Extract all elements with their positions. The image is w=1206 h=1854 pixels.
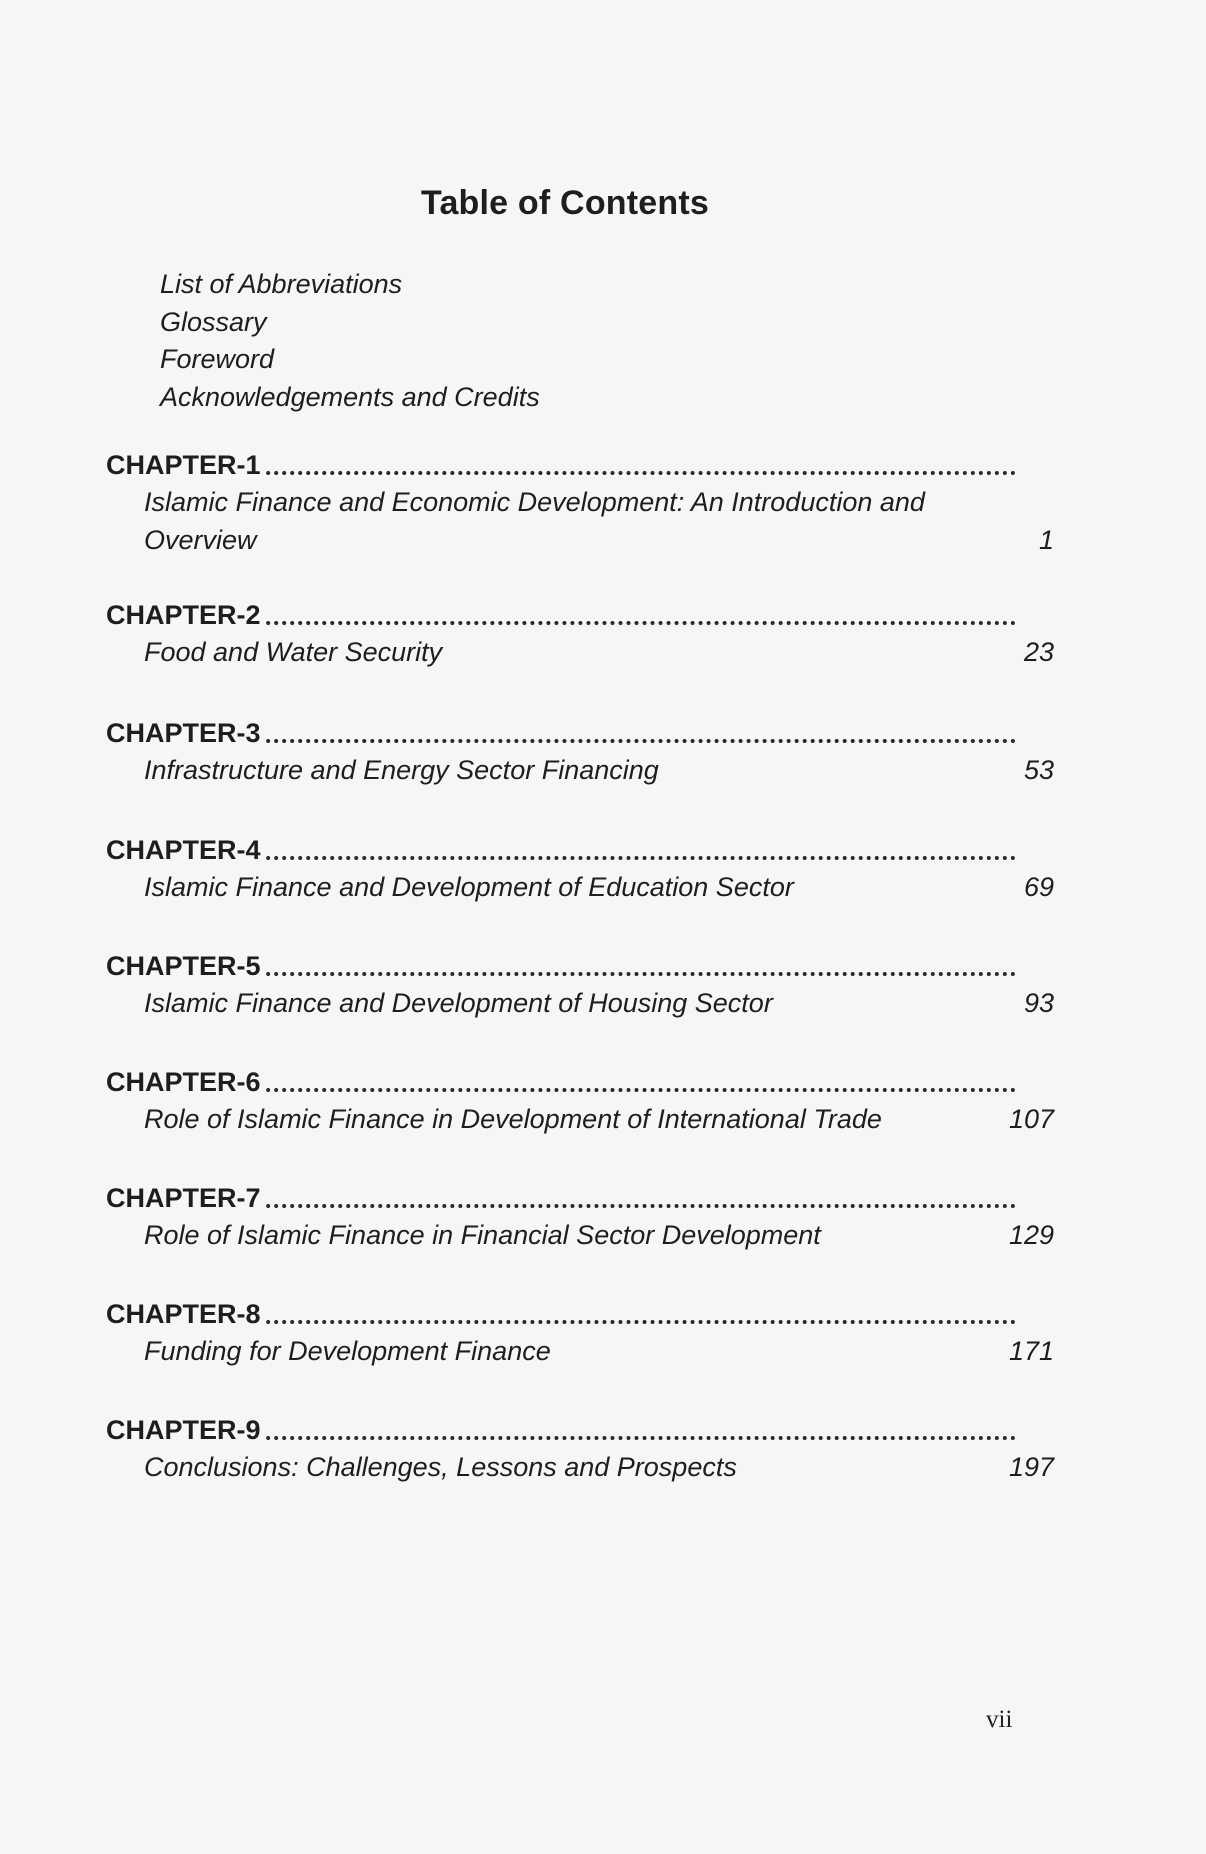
chapter-label: CHAPTER-7 [106, 1183, 261, 1213]
chapter-entry-6 [106, 1063, 1054, 1139]
chapter-page-number: 69 [1023, 872, 1054, 902]
chapter-title: Role of Islamic Finance in Development of International Trade [144, 1104, 882, 1134]
chapter-title: Funding for Development Finance [144, 1336, 551, 1366]
chapter-title: Food and Water Security [144, 637, 443, 667]
chapter-page-number: 197 [1008, 1452, 1054, 1482]
chapter-label: CHAPTER-1 [106, 450, 261, 480]
chapter-label: CHAPTER-5 [106, 951, 261, 981]
chapter-page-number: 23 [1023, 637, 1054, 667]
chapter-page-number: 107 [1008, 1104, 1054, 1134]
roman-page-number: vii [986, 1706, 1013, 1733]
front-matter-item: Foreword [160, 344, 275, 374]
chapter-label: CHAPTER-3 [106, 718, 261, 748]
chapter-page-number: 53 [1023, 755, 1054, 785]
chapter-entry-5 [106, 947, 1054, 1023]
chapter-label: CHAPTER-6 [106, 1067, 261, 1097]
chapter-entry-1 [106, 446, 1054, 559]
chapter-title: Infrastructure and Energy Sector Financing [144, 755, 659, 785]
chapter-label: CHAPTER-8 [106, 1299, 261, 1329]
front-matter-item: List of Abbreviations [160, 269, 403, 299]
chapter-page-number: 129 [1008, 1220, 1054, 1250]
chapter-entry-9 [106, 1411, 1054, 1487]
front-matter-item: Acknowledgements and Credits [160, 381, 540, 412]
chapter-label: CHAPTER-2 [106, 600, 261, 630]
front-matter-item: Glossary [160, 306, 267, 337]
chapter-title: Role of Islamic Finance in Financial Sector Development [144, 1220, 821, 1250]
page-title: Table of Contents [421, 184, 709, 222]
chapter-entry-7 [106, 1179, 1054, 1255]
chapter-label: CHAPTER-9 [106, 1415, 261, 1445]
chapter-title: Islamic Finance and Economic Development: An Introduction and Overview [144, 487, 925, 555]
chapter-page-number: 1 [1038, 524, 1054, 555]
chapter-page-number: 93 [1023, 988, 1054, 1018]
chapter-title: Conclusions: Challenges, Lessons and Prospects [144, 1452, 737, 1482]
chapter-entry-8 [106, 1295, 1054, 1371]
chapter-entry-2 [106, 596, 1054, 672]
chapter-entry-4 [106, 831, 1054, 907]
chapter-title: Islamic Finance and Development of Education Sector [144, 872, 794, 902]
chapter-title: Islamic Finance and Development of Housing Sector [144, 988, 773, 1018]
chapter-label: CHAPTER-4 [106, 835, 261, 865]
chapter-page-number: 171 [1008, 1336, 1054, 1366]
chapter-entry-3 [106, 714, 1054, 790]
front-matter-list [160, 266, 540, 416]
